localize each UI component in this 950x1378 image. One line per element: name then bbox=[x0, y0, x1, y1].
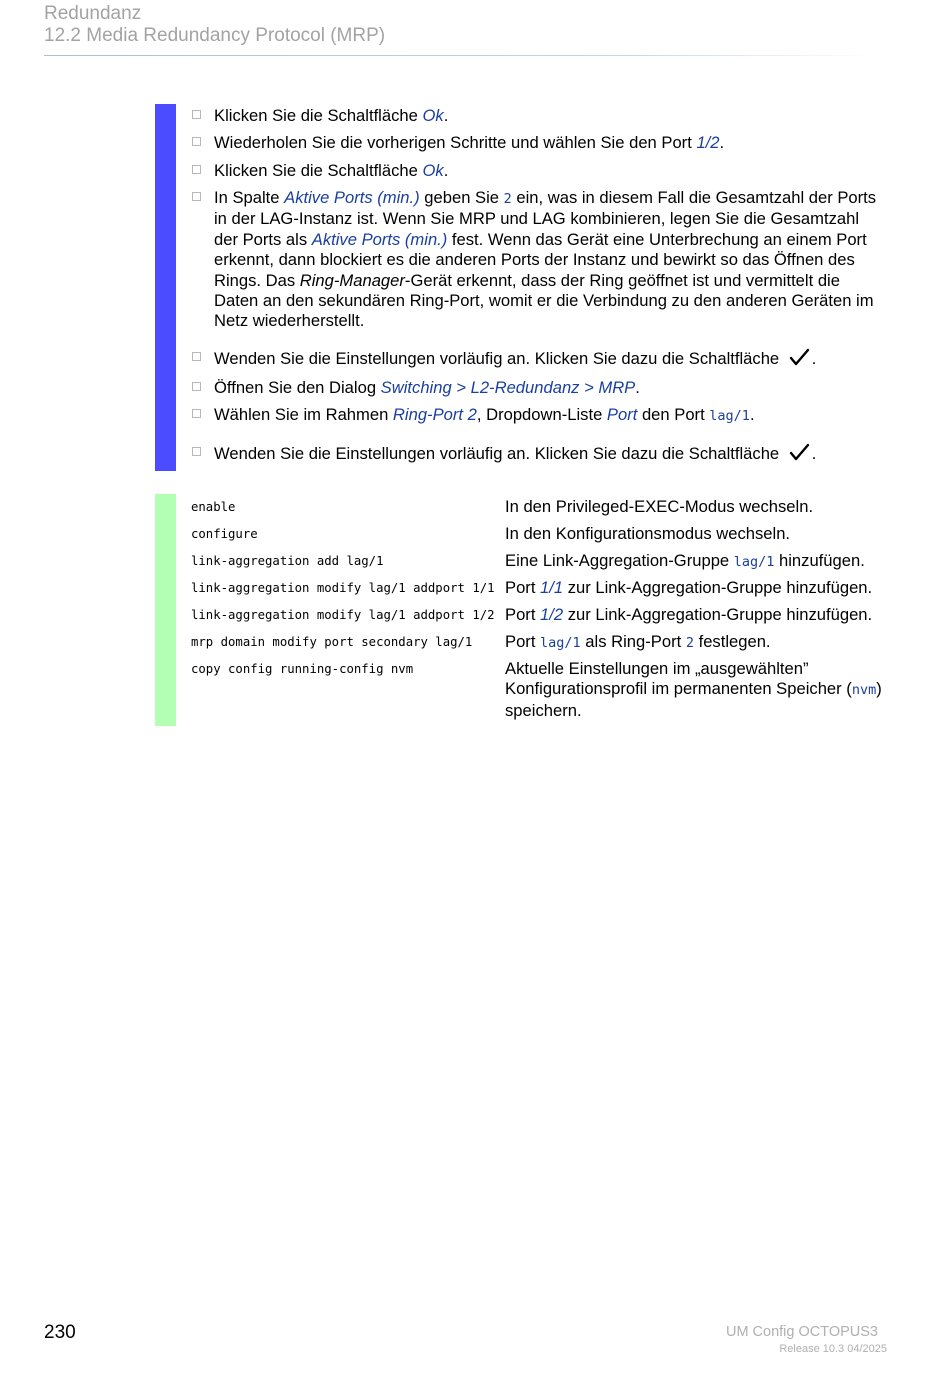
step-checkbox[interactable] bbox=[192, 165, 201, 174]
cli-command: link-aggregation modify lag/1 addport 1/2 bbox=[191, 608, 495, 622]
cli-description: Eine Link-Aggregation-Gruppe lag/1 hinzufügen. bbox=[505, 551, 865, 570]
step-checkbox[interactable] bbox=[192, 192, 201, 201]
header-section: 12.2 Media Redundancy Protocol (MRP) bbox=[44, 25, 386, 46]
cli-description: In den Konfigurationsmodus wechseln. bbox=[505, 524, 791, 543]
cli-description: In den Privileged-EXEC-Modus wechseln. bbox=[505, 497, 814, 516]
step-item: Wenden Sie die Einstellungen vorläufig an. Klicken Sie dazu die Schaltfläche . bbox=[192, 348, 892, 369]
cli-marker-bar bbox=[155, 494, 176, 726]
cli-command: copy config running-config nvm bbox=[191, 662, 414, 676]
cli-command: link-aggregation add lag/1 bbox=[191, 554, 384, 568]
step-item: Wählen Sie im Rahmen Ring-Port 2, Dropdown-Liste Port den Port lag/1. bbox=[192, 405, 892, 426]
step-checkbox[interactable] bbox=[192, 409, 201, 418]
header-chapter: Redundanz bbox=[44, 3, 142, 24]
cli-command: mrp domain modify port secondary lag/1 bbox=[191, 635, 473, 649]
step-item: Klicken Sie die Schaltfläche Ok. bbox=[192, 161, 892, 181]
step-item: Klicken Sie die Schaltfläche Ok. bbox=[192, 106, 892, 126]
cli-description: Aktuelle Einstellungen im „ausgewählten” Konfigurationsprofil im permanenten Speicher (nvm) speichern. bbox=[505, 659, 882, 720]
cli-description: Port 1/1 zur Link-Aggregation-Gruppe hinzufügen. bbox=[505, 578, 873, 597]
step-checkbox[interactable] bbox=[192, 352, 201, 361]
cli-command: link-aggregation modify lag/1 addport 1/1 bbox=[191, 581, 495, 595]
step-checkbox[interactable] bbox=[192, 137, 201, 146]
step-checkbox[interactable] bbox=[192, 382, 201, 391]
checkmark-icon bbox=[784, 443, 812, 463]
step-item: Öffnen Sie den Dialog Switching > L2-Redundanz > MRP. bbox=[192, 378, 892, 398]
page-number: 230 bbox=[44, 1322, 76, 1343]
step-checkbox[interactable] bbox=[192, 447, 201, 456]
step-checkbox[interactable] bbox=[192, 110, 201, 119]
header-rule bbox=[44, 55, 874, 56]
cli-description: Port lag/1 als Ring-Port 2 festlegen. bbox=[505, 632, 771, 651]
footer-doc-title: UM Config OCTOPUS3 bbox=[725, 1324, 878, 1340]
instruction-marker-bar bbox=[155, 104, 176, 471]
checkmark-icon bbox=[784, 348, 812, 368]
footer-release: Release 10.3 04/2025 bbox=[779, 1343, 887, 1355]
cli-command: configure bbox=[191, 527, 258, 541]
step-item: In Spalte Aktive Ports (min.) geben Sie 2 ein, was in diesem Fall die Gesamtzahl der Ports in der LAG-Instanz ist. Wenn Sie MRP und LAG kombinieren, legen Sie die Gesamtzahl der Ports als Aktive Ports (min.) fest. Wenn das Gerät eine Unterbrechung an einem Port erkennt, dann blockiert es die anderen Ports der Instanz und bewirkt so das Öffnen des Rings. Das Ring-Manager-Gerät erkennt, dass der Ring geöffnet ist und vermittelt die Daten an den sekundären Ring-Port, womit er die Verbindung zu den anderen Geräten im Netz wiederherstellt. bbox=[192, 188, 892, 332]
step-item: Wenden Sie die Einstellungen vorläufig an. Klicken Sie dazu die Schaltfläche . bbox=[192, 443, 892, 464]
step-item: Wiederholen Sie die vorherigen Schritte und wählen Sie den Port 1/2. bbox=[192, 133, 892, 153]
cli-command: enable bbox=[191, 500, 236, 514]
running-header bbox=[44, 3, 385, 47]
cli-description: Port 1/2 zur Link-Aggregation-Gruppe hinzufügen. bbox=[505, 605, 873, 624]
